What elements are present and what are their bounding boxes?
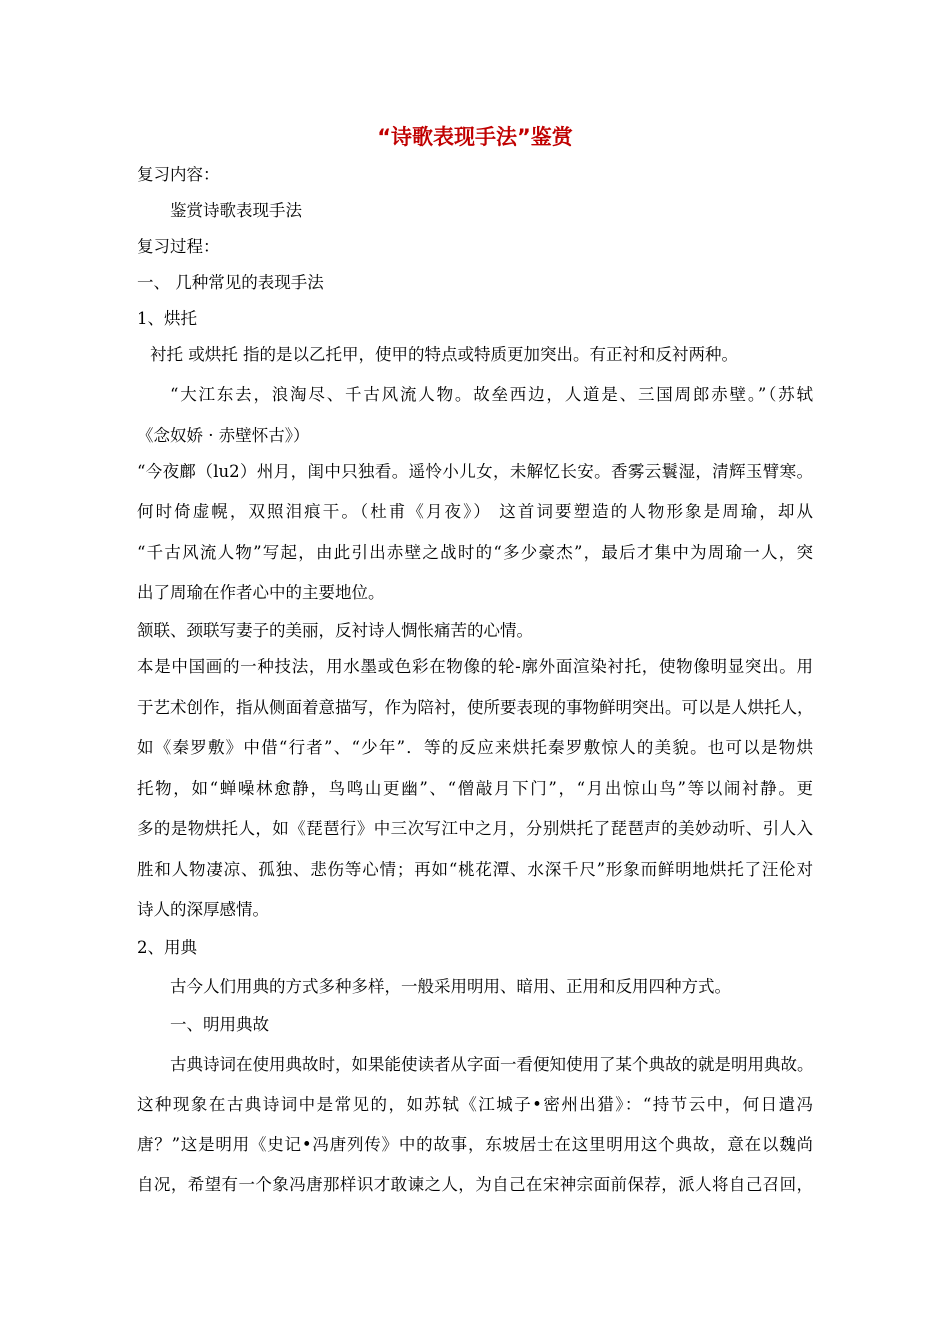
text-line: 复习内容： <box>137 165 220 184</box>
text-line: 《念奴娇 · 赤壁怀古》） <box>137 426 310 445</box>
text-line: 出了周瑜在作者心中的主要地位。 <box>137 583 385 602</box>
text-line: “千古风流人物”写起，由此引出赤壁之战时的“多少豪杰”，最后才集中为周瑜一人，突 <box>137 543 813 562</box>
subsection-heading: 2、用典 <box>137 938 197 957</box>
text-line: 颔联、颈联写妻子的美丽，反衬诗人惆怅痛苦的心情。 <box>137 621 533 640</box>
text-line: 胜和人物凄凉、孤独、悲伤等心情；再如“桃花潭、水深千尺”形象而鲜明地烘托了汪伦对 <box>137 860 813 879</box>
text-line: 鉴赏诗歌表现手法 <box>170 201 302 220</box>
text-line: 何时倚虚幌，双照泪痕干。（杜甫《月夜》） 这首词要塑造的人物形象是周瑜，却从 <box>137 502 813 521</box>
text-line: 多的是物烘托人，如《琵琶行》中三次写江中之月，分别烘托了琵琶声的美妙动听、引人入 <box>137 819 813 838</box>
text-line: 于艺术创作，指从侧面着意描写，作为陪衬，使所要表现的事物鲜明突出。可以是人烘托人， <box>137 698 814 717</box>
text-line: 自况，希望有一个象冯唐那样识才敢谏之人，为自己在宋神宗面前保荐，派人将自己召回， <box>137 1175 813 1194</box>
text-line: 一、明用典故 <box>170 1015 269 1034</box>
text-line: 这种现象在古典诗词中是常见的，如苏轼《江城子•密州出猎》：“持节云中，何日遣冯 <box>137 1095 813 1114</box>
subsection-heading: 1、烘托 <box>137 309 197 328</box>
text-line: 如《秦罗敷》中借“行者”、“少年”．等的反应来烘托秦罗敷惊人的美貌。也可以是物烘 <box>137 738 813 757</box>
text-line: 古典诗词在使用典故时，如果能使读者从字面一看便知使用了某个典故的就是明用典故。 <box>170 1055 814 1074</box>
text-line: 托物，如“蝉噪林愈静，鸟鸣山更幽”、“僧敲月下门”，“月出惊山鸟”等以闹衬静。更 <box>137 779 813 798</box>
text-line: 衬托 或烘托 指的是以乙托甲，使甲的特点或特质更加突出。有正衬和反衬两种。 <box>150 345 738 364</box>
text-line: 唐？”这是明用《史记•冯唐列传》中的故事，东坡居士在这里明用这个典故，意在以魏尚 <box>137 1135 813 1154</box>
document-title: “诗歌表现手法”鉴赏 <box>377 125 573 149</box>
text-line: “大江东去，浪淘尽、千古风流人物。故垒西边，人道是、三国周郎赤壁。”（苏轼 <box>170 385 813 404</box>
text-line: “今夜鄜（lu2）州月，闺中只独看。遥怜小儿女，未解忆长安。香雾云鬟湿，清辉玉臂寒。 <box>137 462 813 481</box>
text-line: 复习过程： <box>137 237 220 256</box>
text-line: 本是中国画的一种技法，用水墨或色彩在物像的轮-廓外面渲染衬托，使物像明显突出。用 <box>137 657 813 676</box>
text-line: 诗人的深厚感情。 <box>137 900 269 919</box>
text-line: 古今人们用典的方式多种多样，一般采用明用、暗用、正用和反用四种方式。 <box>170 977 731 996</box>
section-heading: 一、 几种常见的表现手法 <box>137 273 324 292</box>
